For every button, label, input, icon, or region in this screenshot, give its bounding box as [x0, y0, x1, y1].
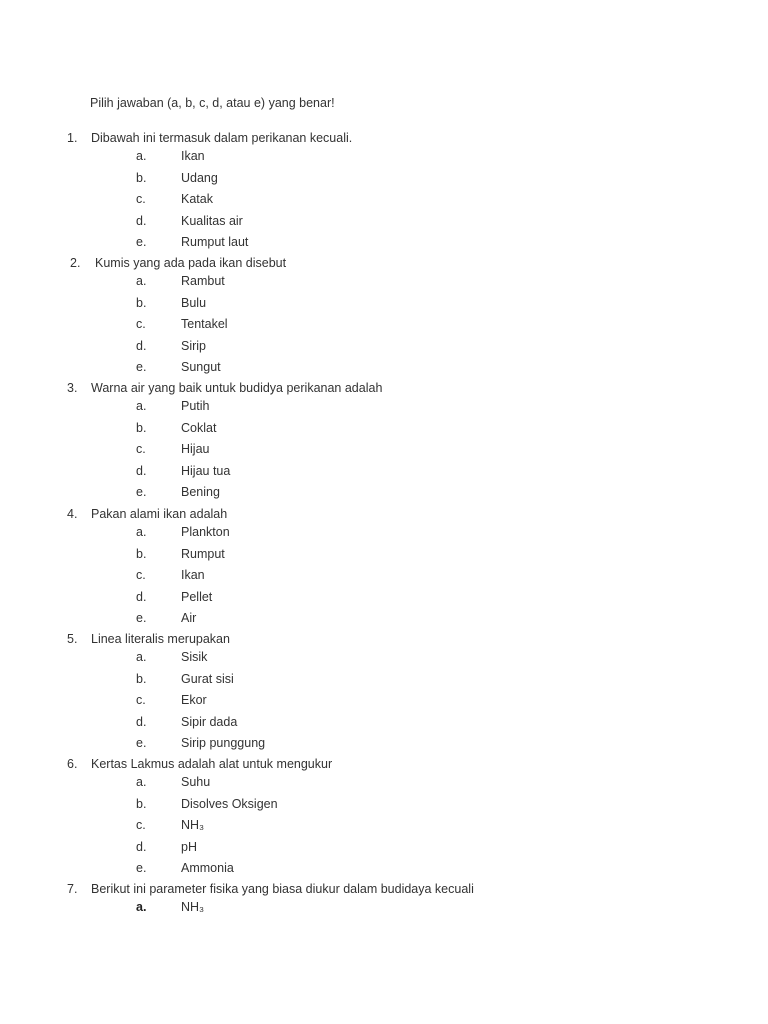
option-text: Rambut — [181, 274, 225, 288]
option-text: Rumput — [181, 546, 225, 561]
question-2 — [0, 256, 768, 382]
option-letter: b. — [136, 671, 147, 686]
option-c — [0, 818, 768, 840]
option-b — [0, 296, 768, 318]
option-letter: b. — [136, 546, 147, 561]
option-letter: b. — [136, 295, 147, 310]
option-e — [0, 611, 768, 633]
option-letter: d. — [136, 338, 147, 353]
question-3 — [0, 381, 768, 507]
instruction-text: Pilih jawaban (a, b, c, d, atau e) yang benar! — [90, 96, 335, 110]
question-number: 6. — [67, 757, 78, 771]
option-a — [0, 399, 768, 421]
option-text: Udang — [181, 170, 218, 185]
question-number: 2. — [70, 256, 81, 270]
question-4 — [0, 507, 768, 633]
option-e — [0, 736, 768, 758]
option-text: Sirip — [181, 338, 207, 353]
option-letter: b. — [136, 420, 147, 435]
option-text: Suhu — [181, 775, 211, 789]
question-5 — [0, 632, 768, 758]
question-row — [0, 882, 768, 900]
option-d — [0, 715, 768, 737]
option-b — [0, 672, 768, 694]
question-text: Warna air yang baik untuk budidya perikanan adalah — [91, 381, 383, 395]
question-text: Berikut ini parameter fisika yang biasa diukur dalam budidaya kecuali — [91, 882, 474, 896]
option-letter: a. — [136, 650, 147, 664]
option-letter: a. — [136, 399, 147, 413]
option-text: Bening — [181, 485, 220, 499]
option-d — [0, 214, 768, 236]
option-a — [0, 775, 768, 797]
option-b — [0, 547, 768, 569]
option-d — [0, 339, 768, 361]
option-text: Ikan — [181, 149, 205, 163]
option-text: Hijau — [181, 442, 210, 456]
option-text: Plankton — [181, 525, 230, 539]
question-number: 4. — [67, 507, 78, 521]
option-letter: c. — [136, 568, 146, 582]
question-number: 1. — [67, 131, 78, 145]
option-text: Katak — [181, 192, 213, 206]
question-number: 7. — [67, 882, 78, 896]
question-text: Linea literalis merupakan — [91, 632, 230, 646]
question-text: Kumis yang ada pada ikan disebut — [95, 256, 287, 270]
option-text: Disolves Oksigen — [181, 796, 278, 811]
option-e — [0, 360, 768, 382]
option-letter: e. — [136, 861, 147, 875]
option-text: Ikan — [181, 568, 205, 582]
option-c — [0, 442, 768, 464]
option-d — [0, 464, 768, 486]
question-number: 5. — [67, 632, 78, 646]
option-letter: e. — [136, 485, 147, 499]
option-letter: d. — [136, 839, 147, 854]
question-row — [0, 256, 768, 274]
option-e — [0, 235, 768, 257]
option-letter: a. — [136, 274, 147, 288]
question-row — [0, 507, 768, 525]
question-7 — [0, 882, 768, 922]
question-6 — [0, 757, 768, 883]
question-row — [0, 131, 768, 149]
option-letter: c. — [136, 818, 146, 832]
option-letter: d. — [136, 589, 147, 604]
option-c — [0, 192, 768, 214]
option-letter: b. — [136, 170, 147, 185]
option-text: Hijau tua — [181, 463, 231, 478]
option-text: Ekor — [181, 693, 207, 707]
option-letter: e. — [136, 736, 147, 750]
question-text: Pakan alami ikan adalah — [91, 507, 228, 521]
option-letter: c. — [136, 442, 146, 456]
option-text: Air — [181, 611, 197, 625]
option-text: Sipir dada — [181, 714, 238, 729]
option-text: Sisik — [181, 650, 208, 664]
option-letter: a. — [136, 149, 147, 163]
option-d — [0, 590, 768, 612]
option-text: Sirip punggung — [181, 736, 266, 750]
option-text: Kualitas air — [181, 213, 243, 228]
option-text: Bulu — [181, 295, 207, 310]
option-b — [0, 171, 768, 193]
question-text: Kertas Lakmus adalah alat untuk mengukur — [91, 757, 333, 771]
option-c — [0, 693, 768, 715]
option-a — [0, 274, 768, 296]
option-letter: e. — [136, 611, 147, 625]
option-text: Putih — [181, 399, 210, 413]
option-letter: b. — [136, 796, 147, 811]
option-text: Gurat sisi — [181, 671, 234, 686]
question-number: 3. — [67, 381, 78, 395]
option-letter: d. — [136, 213, 147, 228]
option-e — [0, 485, 768, 507]
option-e — [0, 861, 768, 883]
option-text: Coklat — [181, 420, 217, 435]
option-b — [0, 797, 768, 819]
question-row — [0, 757, 768, 775]
option-text: pH — [181, 839, 197, 854]
option-c — [0, 568, 768, 590]
option-letter: a. — [136, 775, 147, 789]
option-letter: e. — [136, 360, 147, 374]
option-b — [0, 421, 768, 443]
question-1 — [0, 131, 768, 257]
option-a — [0, 650, 768, 672]
option-a — [0, 149, 768, 171]
option-a — [0, 525, 768, 547]
option-text: Ammonia — [181, 861, 234, 875]
option-letter: c. — [136, 192, 146, 206]
option-letter: c. — [136, 693, 146, 707]
option-letter: e. — [136, 235, 147, 249]
option-letter: a. — [136, 900, 147, 914]
option-text: NH₃ — [181, 818, 205, 832]
option-c — [0, 317, 768, 339]
option-letter: d. — [136, 463, 147, 478]
option-d — [0, 840, 768, 862]
option-text: Pellet — [181, 589, 213, 604]
question-text: Dibawah ini termasuk dalam perikanan kecuali. — [91, 131, 353, 145]
question-row — [0, 381, 768, 399]
option-text: Sungut — [181, 360, 221, 374]
option-text: NH₃ — [181, 900, 205, 914]
option-letter: d. — [136, 714, 147, 729]
question-row — [0, 632, 768, 650]
option-letter: c. — [136, 317, 146, 331]
option-a — [0, 900, 768, 922]
option-text: Rumput laut — [181, 235, 249, 249]
option-text: Tentakel — [181, 317, 228, 331]
option-letter: a. — [136, 525, 147, 539]
